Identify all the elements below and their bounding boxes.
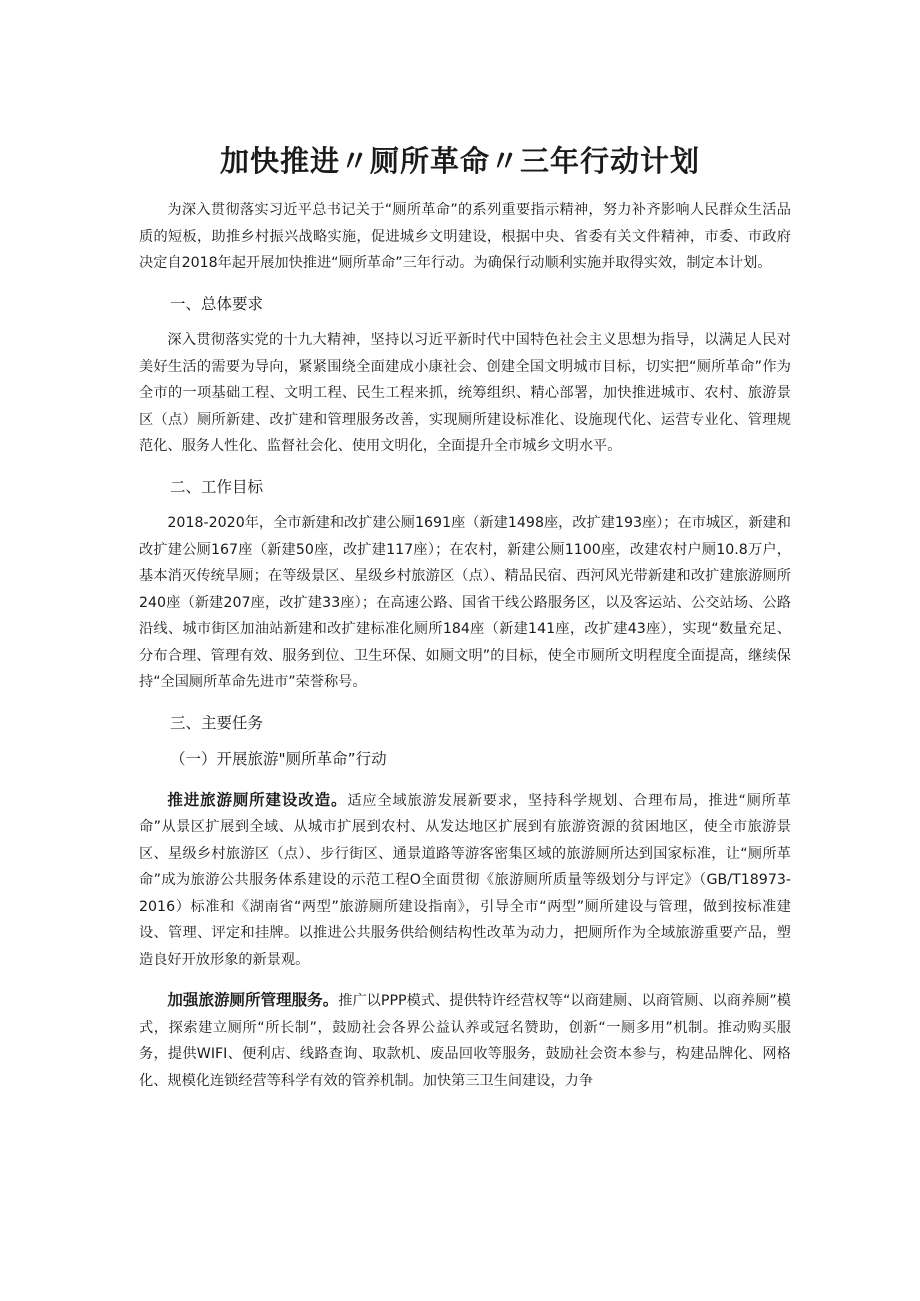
document-body (139, 197, 791, 1094)
section-body-general: 深入贯彻落实党的十九大精神，坚持以习近平新时代中国特色社会主义思想为指导，以满足人民对美好生活的需要为导向，紧紧围绕全面建成小康社会、创建全国文明城市目标，切实把“厕所革命”作为全市的一项基础工程、文明工程、民生工程来抓，统筹组织、精心部署，加快推进城市、农村、旅游景区（点）厕所新建、改扩建和管理服务改善，实现厕所建设标准化、设施现代化、运营专业化、管理规范化、服务人性化、监督社会化、使用文明化，全面提升全市城乡文明水平。 (139, 332, 791, 454)
task-lead-management: 加强旅游厕所管理服务。 (167, 991, 339, 1009)
task-paragraph-management (139, 987, 791, 1094)
task-text-construction: 适应全域旅游发展新要求，坚持科学规划、合理布局，推进“厕所革命”从景区扩展到全域、从城市扩展到农村、从发达地区扩展到有旅游资源的贫困地区，使全市旅游景区、星级乡村旅游区（点）、步行街区、通景道路等游客密集区域的旅游厕所达到国家标准，让“厕所革命”成为旅游公共服务体系建设的示范工程O全面贯彻《旅游厕所质量等级划分与评定》（GB/T18973-2016）标准和《湖南省“两型”旅游厕所建设指南》，引导全市“两型”厕所建设与管理，做到按标准建设、管理、评定和挂牌。以推进公共服务供给侧结构性改革为动力，把厕所作为全域旅游重要产品，塑造良好开放形象的新景观。 (139, 792, 791, 968)
subsection-heading-tourism: （一）开展旅游"厕所革命”行动 (170, 750, 387, 768)
section-heading-tasks: 三、主要任务 (170, 713, 264, 732)
task-lead-construction: 推进旅游厕所建设改造。 (167, 790, 348, 809)
task-paragraph-construction (139, 787, 791, 974)
section-heading-general: 一、总体要求 (170, 294, 264, 313)
section-body-goals: 2018-2020年，全市新建和改扩建公厕1691座（新建1498座，改扩建193座）；在市城区，新建和改扩建公厕167座（新建50座，改扩建117座）；在农村，新建公厕1100座，改建农村户厕10.8万户，基本消灭传统旱厕；在等级景区、星级乡村旅游区（点）、精品民宿、西河风光带新建和改扩建旅游厕所240座（新建207座，改扩建33座）；在高速公路、国省干线公路服务区，以及客运站、公交站场、公路沿线、城市街区加油站新建和改扩建标准化厕所184座（新建141座，改扩建43座），实现“数量充足、分布合理、管理有效、服务到位、卫生环保、如厕文明”的目标，使全市厕所文明程度全面提高，继续保持“全国厕所革命先进市”荣誉称号。 (139, 515, 791, 690)
document-title: 加快推进〃厕所革命〃三年行动计划 (219, 144, 700, 178)
task-text-management: 推广以PPP模式、提供特许经营权等“以商建厕、以商管厕、以商养厕”模式，探索建立厕所“所长制”，鼓励社会各界公益认养或冠名赞助，创新“一厕多用”机制。推动购买服务，提供WIFI、便利店、线路查询、取款机、废品回收等服务，鼓励社会资本参与，构建品牌化、网格化、规模化连锁经营等科学有效的管养机制。加快第三卫生间建设，力争 (139, 993, 791, 1089)
section-heading-goals: 二、工作目标 (170, 477, 264, 496)
intro-paragraph: 为深入贯彻落实习近平总书记关于“厕所革命”的系列重要指示精神，努力补齐影响人民群众生活品质的短板，助推乡村振兴战略实施，促进城乡文明建设，根据中央、省委有关文件精神，市委、市政府决定自2018年起开展加快推进“厕所革命”三年行动。为确保行动顺利实施并取得实效，制定本计划。 (139, 202, 791, 271)
